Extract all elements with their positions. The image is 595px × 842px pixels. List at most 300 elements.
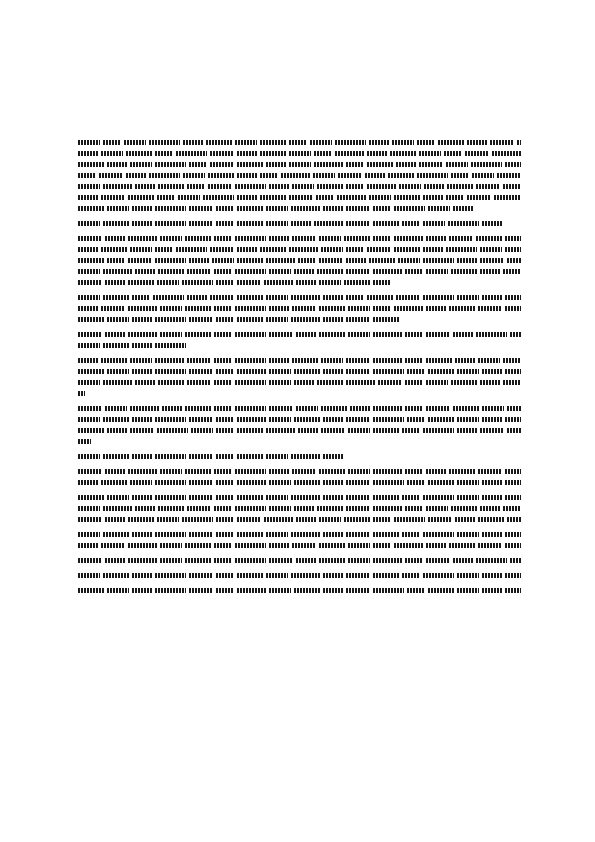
word [424, 184, 444, 189]
word [107, 588, 129, 593]
word [237, 206, 263, 211]
word [294, 380, 314, 385]
word [235, 380, 266, 385]
word [155, 151, 173, 156]
word [428, 517, 452, 522]
word [216, 532, 234, 537]
word [107, 495, 129, 500]
word [507, 517, 521, 522]
text-line [78, 556, 521, 565]
word [78, 454, 100, 459]
word [367, 295, 393, 300]
word [338, 173, 362, 178]
word [457, 532, 479, 537]
text-line [78, 452, 521, 461]
word [313, 173, 335, 178]
text-line [78, 378, 521, 387]
word [269, 369, 291, 374]
word [480, 258, 504, 263]
word [269, 380, 291, 385]
word [189, 495, 213, 500]
word [132, 454, 152, 459]
word [505, 247, 521, 252]
word [237, 454, 263, 459]
word [128, 306, 157, 311]
word [402, 573, 420, 578]
word [132, 295, 150, 300]
word [482, 495, 502, 500]
word [394, 517, 425, 522]
word [237, 369, 266, 374]
word [208, 173, 234, 178]
word [405, 406, 423, 411]
word [478, 517, 504, 522]
word [394, 195, 420, 200]
word [237, 532, 263, 537]
word [451, 269, 477, 274]
word [505, 162, 521, 167]
word [478, 543, 502, 548]
word [78, 221, 100, 226]
word [344, 517, 370, 522]
word [417, 173, 448, 178]
word [266, 317, 288, 322]
word [503, 380, 521, 385]
text-line [78, 149, 521, 158]
word [78, 280, 102, 285]
word [426, 269, 448, 274]
word [269, 184, 289, 189]
word [128, 332, 157, 337]
word [78, 269, 100, 274]
word [216, 573, 234, 578]
word [346, 506, 370, 511]
word [453, 206, 473, 211]
word [107, 162, 127, 167]
word [402, 428, 420, 433]
word [237, 280, 261, 285]
word [155, 532, 186, 537]
word [78, 247, 98, 252]
word [216, 369, 234, 374]
word [319, 332, 345, 337]
word [346, 247, 364, 252]
text-line [78, 293, 521, 302]
word [185, 406, 211, 411]
word [235, 543, 266, 548]
word [237, 573, 263, 578]
word [467, 140, 487, 145]
word [446, 247, 477, 252]
word [107, 206, 129, 211]
word [155, 454, 186, 459]
text-line [78, 171, 521, 180]
word [101, 543, 125, 548]
word [405, 269, 423, 274]
word [378, 380, 402, 385]
word [235, 236, 266, 241]
word [482, 417, 502, 422]
word [78, 236, 102, 241]
word [398, 258, 420, 263]
text-line [78, 504, 521, 513]
word [237, 588, 266, 593]
word [189, 206, 213, 211]
word [130, 162, 152, 167]
word [78, 543, 98, 548]
word [482, 221, 502, 226]
word [189, 454, 213, 459]
word [155, 588, 186, 593]
word [78, 358, 98, 363]
word [478, 358, 500, 363]
word [291, 495, 320, 500]
text-line [78, 530, 521, 539]
paragraph [78, 356, 521, 398]
word [101, 306, 125, 311]
word [78, 343, 100, 348]
word [216, 417, 234, 422]
word [266, 495, 288, 500]
word [457, 588, 479, 593]
text-line [78, 389, 521, 398]
word [426, 543, 446, 548]
paragraph [78, 234, 521, 287]
word [396, 295, 420, 300]
word [505, 236, 521, 241]
word [451, 506, 477, 511]
word [294, 269, 314, 274]
word [451, 380, 477, 385]
word [103, 184, 132, 189]
word [187, 184, 205, 189]
word [346, 206, 370, 211]
word [101, 195, 125, 200]
word [298, 428, 318, 433]
word [310, 140, 332, 145]
word [291, 317, 320, 322]
word [176, 247, 207, 252]
word [419, 151, 441, 156]
word [503, 269, 521, 274]
word [183, 173, 205, 178]
word [155, 317, 186, 322]
word [405, 332, 423, 337]
word [237, 173, 257, 178]
word [507, 428, 521, 433]
word [335, 151, 364, 156]
word [214, 236, 232, 241]
word [130, 480, 152, 485]
word [78, 406, 102, 411]
word [291, 573, 320, 578]
word [107, 317, 129, 322]
word [264, 517, 293, 522]
word [237, 517, 261, 522]
text-line [78, 330, 521, 339]
word [269, 269, 291, 274]
word [182, 280, 213, 285]
word [130, 358, 152, 363]
word [130, 428, 154, 433]
word [482, 532, 502, 537]
word [155, 573, 186, 578]
word [187, 506, 211, 511]
word [373, 495, 399, 500]
word [396, 162, 416, 167]
word [235, 358, 266, 363]
word [160, 332, 182, 337]
word [367, 184, 396, 189]
word [457, 369, 479, 374]
word [132, 417, 152, 422]
word [78, 369, 104, 374]
word [446, 195, 464, 200]
word [78, 469, 102, 474]
word [155, 206, 186, 211]
paragraph [78, 556, 521, 565]
paragraph [78, 571, 521, 580]
word [373, 269, 402, 274]
word [373, 369, 404, 374]
word [78, 173, 96, 178]
word [388, 173, 414, 178]
word [319, 236, 341, 241]
word [423, 258, 454, 263]
word [296, 517, 316, 522]
word [428, 480, 454, 485]
word [373, 236, 391, 241]
word [78, 573, 100, 578]
text-line [78, 182, 521, 191]
word [319, 558, 345, 563]
word [453, 332, 473, 337]
word [182, 517, 213, 522]
word [78, 306, 98, 311]
word [346, 162, 364, 167]
word [237, 195, 257, 200]
word [103, 454, 129, 459]
word [237, 162, 263, 167]
word [132, 221, 152, 226]
word [183, 140, 203, 145]
word [216, 317, 234, 322]
word [480, 247, 502, 252]
word [78, 380, 100, 385]
word [505, 480, 521, 485]
word [132, 369, 152, 374]
text-line [78, 245, 521, 254]
word [237, 247, 257, 252]
word [187, 380, 211, 385]
word [214, 506, 232, 511]
word [317, 506, 343, 511]
word [446, 162, 468, 167]
word [292, 469, 316, 474]
word [344, 236, 370, 241]
word [426, 380, 448, 385]
word [444, 151, 462, 156]
word [426, 358, 452, 363]
word [132, 588, 152, 593]
word [214, 358, 232, 363]
word [426, 558, 450, 563]
word [426, 236, 446, 241]
word [155, 369, 186, 374]
word [426, 306, 446, 311]
word [373, 588, 404, 593]
word [494, 195, 520, 200]
word [185, 543, 211, 548]
word [185, 306, 211, 311]
word [78, 317, 104, 322]
text-line [78, 193, 521, 202]
word [189, 317, 213, 322]
word [323, 573, 343, 578]
paragraph [78, 330, 521, 350]
word [214, 406, 232, 411]
word [266, 221, 288, 226]
text-line [78, 234, 521, 243]
word [292, 306, 316, 311]
word [158, 184, 184, 189]
word [189, 221, 213, 226]
word [128, 280, 154, 285]
word [438, 140, 464, 145]
word [135, 506, 155, 511]
word [405, 506, 423, 511]
word [185, 469, 211, 474]
word [78, 206, 104, 211]
word [465, 151, 489, 156]
word [402, 495, 420, 500]
word [237, 428, 263, 433]
word [189, 162, 207, 167]
word [132, 317, 152, 322]
word [235, 140, 257, 145]
word [160, 558, 182, 563]
word [105, 469, 125, 474]
word [128, 258, 152, 263]
word [451, 173, 469, 178]
word [294, 506, 314, 511]
word [337, 195, 366, 200]
word [314, 221, 343, 226]
word [158, 380, 184, 385]
word [157, 280, 179, 285]
word [344, 280, 370, 285]
word [269, 306, 289, 311]
word [346, 573, 370, 578]
word [126, 151, 152, 156]
word [103, 343, 129, 348]
word [505, 469, 521, 474]
word [323, 417, 343, 422]
word [373, 280, 391, 285]
word [105, 517, 125, 522]
word [423, 428, 454, 433]
word [128, 517, 154, 522]
word [317, 184, 343, 189]
text-line [78, 541, 521, 550]
word [132, 206, 152, 211]
word [480, 380, 500, 385]
word [264, 280, 293, 285]
word [157, 517, 179, 522]
word [128, 543, 157, 548]
word [160, 236, 182, 241]
word [214, 306, 232, 311]
word [289, 162, 311, 167]
word [105, 280, 125, 285]
paragraph [78, 138, 521, 213]
word [214, 469, 232, 474]
word [203, 195, 234, 200]
word [426, 406, 450, 411]
word [189, 369, 213, 374]
word [321, 358, 343, 363]
word [426, 332, 450, 337]
word [490, 140, 514, 145]
word [291, 295, 320, 300]
word [78, 506, 100, 511]
word [317, 269, 343, 274]
word [103, 417, 129, 422]
word [423, 247, 443, 252]
word [260, 151, 286, 156]
word [448, 221, 479, 226]
word [323, 295, 343, 300]
word [291, 532, 320, 537]
word [216, 280, 234, 285]
word [103, 269, 132, 274]
word [423, 532, 454, 537]
word [128, 236, 157, 241]
word [348, 469, 370, 474]
word [428, 417, 454, 422]
word [505, 543, 521, 548]
word [235, 558, 266, 563]
word [78, 332, 102, 337]
word [216, 428, 234, 433]
word [296, 406, 318, 411]
word [317, 380, 343, 385]
word [346, 221, 370, 226]
word [314, 151, 332, 156]
word [155, 417, 186, 422]
word [155, 495, 186, 500]
word [476, 236, 502, 241]
word [323, 495, 343, 500]
word [373, 206, 391, 211]
text-line [78, 219, 521, 228]
word [373, 332, 402, 337]
word [210, 162, 234, 167]
word [402, 221, 420, 226]
word [373, 506, 402, 511]
word [101, 247, 127, 252]
word [323, 532, 343, 537]
word [457, 295, 479, 300]
word [266, 206, 288, 211]
word [269, 417, 291, 422]
text-line [78, 467, 521, 476]
word [405, 558, 423, 563]
word [373, 306, 391, 311]
word [107, 428, 127, 433]
word [319, 543, 345, 548]
word [160, 543, 182, 548]
